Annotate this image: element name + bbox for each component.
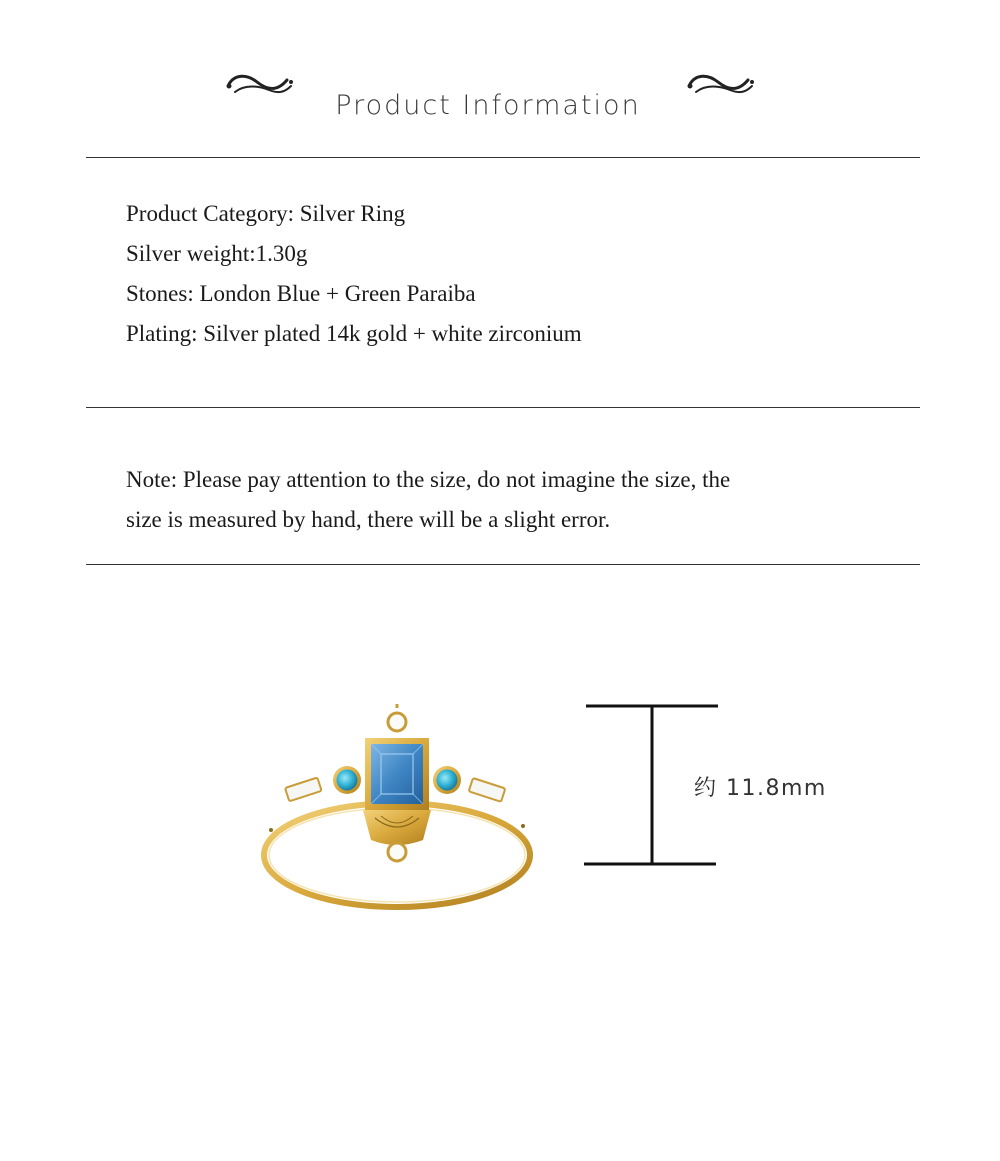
height-measurement-label: 约 11.8mm <box>694 776 827 801</box>
silver-weight-line: Silver weight:1.30g <box>126 241 308 266</box>
plating-line: Plating: Silver plated 14k gold + white zirconium <box>126 321 582 346</box>
product-info-list <box>126 194 906 354</box>
stones-line: Stones: London Blue + Green Paraiba <box>126 281 476 306</box>
divider-top <box>86 157 920 158</box>
divider-middle <box>86 407 920 408</box>
ring-image <box>255 700 540 920</box>
size-note <box>126 460 886 540</box>
divider-bottom <box>86 564 920 565</box>
note-line-2: size is measured by hand, there will be a slight error. <box>126 507 611 532</box>
note-line-1: Note: Please pay attention to the size, do not imagine the size, the <box>126 467 731 492</box>
product-category-line: Product Category: Silver Ring <box>126 201 406 226</box>
page-title: Product Information <box>335 90 641 121</box>
